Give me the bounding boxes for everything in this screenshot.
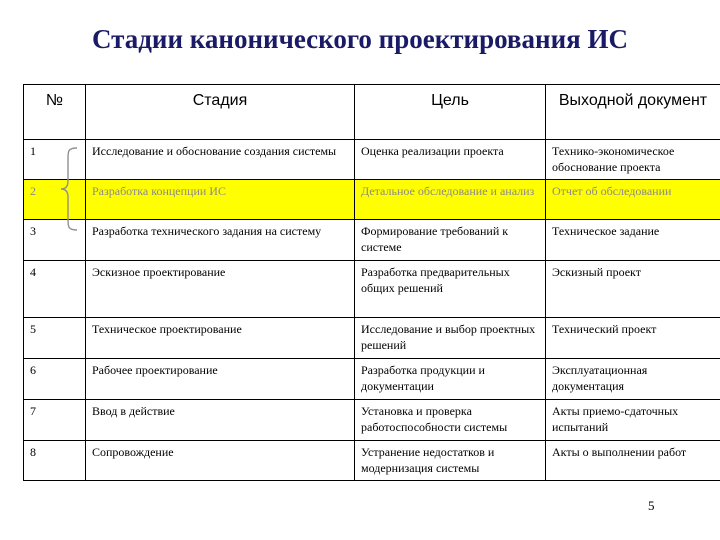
- row-stage: Разработка технического задания на систему: [86, 220, 355, 261]
- row-stage: Ввод в действие: [86, 400, 355, 441]
- row-output: Акты приемо-сдаточных испытаний: [546, 400, 720, 441]
- row-output: Отчет об обследовании: [546, 180, 720, 220]
- stages-table: [23, 84, 720, 481]
- row-stage: Разработка концепции ИС: [86, 180, 355, 220]
- row-output: Эскизный проект: [546, 261, 720, 318]
- row-goal: Разработка продукции и документации: [355, 359, 546, 400]
- table-header-row: [24, 85, 720, 140]
- header-num: №: [24, 85, 86, 140]
- row-number: 5: [24, 318, 86, 359]
- table-row-highlighted: [24, 180, 720, 220]
- row-goal: Установка и проверка работоспособности системы: [355, 400, 546, 441]
- row-stage: Сопровождение: [86, 441, 355, 481]
- row-stage: Техническое проектирование: [86, 318, 355, 359]
- row-goal: Устранение недостатков и модернизация системы: [355, 441, 546, 481]
- page-title: Стадии канонического проектирования ИС: [92, 24, 628, 54]
- row-output: Технико-экономическое обоснование проекта: [546, 140, 720, 180]
- table-row: [24, 318, 720, 359]
- grouping-brace-icon: [60, 147, 80, 231]
- row-output: Техническое задание: [546, 220, 720, 261]
- header-goal: Цель: [355, 85, 546, 140]
- row-goal: Формирование требований к системе: [355, 220, 546, 261]
- table-row: [24, 261, 720, 318]
- row-stage: Рабочее проектирование: [86, 359, 355, 400]
- row-number: 2: [24, 180, 86, 220]
- table-row: [24, 140, 720, 180]
- table-row: [24, 359, 720, 400]
- table-row: [24, 441, 720, 481]
- row-output: Акты о выполнении работ: [546, 441, 720, 481]
- table-row: [24, 220, 720, 261]
- row-stage: Эскизное проектирование: [86, 261, 355, 318]
- row-goal: Разработка предварительных общих решений: [355, 261, 546, 318]
- page-number: 5: [648, 498, 655, 513]
- header-stage: Стадия: [86, 85, 355, 140]
- row-number: 8: [24, 441, 86, 481]
- row-goal: Оценка реализации проекта: [355, 140, 546, 180]
- table-row: [24, 400, 720, 441]
- row-number: 4: [24, 261, 86, 318]
- header-output: Выходной документ: [546, 85, 720, 140]
- row-goal: Детальное обследование и анализ: [355, 180, 546, 220]
- row-number: 3: [24, 220, 86, 261]
- row-stage: Исследование и обоснование создания системы: [86, 140, 355, 180]
- row-number: 1: [24, 140, 86, 180]
- row-output: Эксплуатационная документация: [546, 359, 720, 400]
- row-number: 6: [24, 359, 86, 400]
- row-number: 7: [24, 400, 86, 441]
- row-goal: Исследование и выбор проектных решений: [355, 318, 546, 359]
- row-output: Технический проект: [546, 318, 720, 359]
